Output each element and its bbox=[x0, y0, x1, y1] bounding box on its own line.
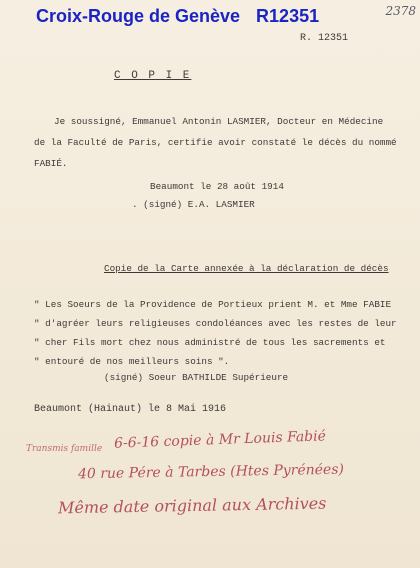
copy-title: C O P I E bbox=[114, 70, 192, 82]
certificate-line-1: Je soussigné, Emmanuel Antonin LASMIER, Docteur en Médecine bbox=[54, 116, 384, 127]
corner-number: 2378 bbox=[385, 4, 416, 18]
banner-reference: R12351 bbox=[256, 6, 320, 26]
quote-line-2: " d'agréer leurs religieuses condoléances avec les restes de leur bbox=[34, 318, 397, 329]
handwritten-line-1: 6-6-16 copie à Mr Louis Fabié bbox=[113, 428, 327, 452]
footer-place-date: Beaumont (Hainaut) le 8 Mai 1916 bbox=[34, 404, 227, 415]
certificate-line-2: de la Faculté de Paris, certifie avoir constaté le décès du nommé bbox=[34, 137, 397, 148]
certificate-line-3: FABIÉ. bbox=[34, 158, 68, 169]
quote-line-1: " Les Soeurs de la Providence de Portieux prient M. et Mme FABIE bbox=[34, 299, 392, 310]
transmission-stamp: Transmis famille bbox=[26, 444, 103, 454]
archive-banner bbox=[36, 3, 319, 29]
handwritten-line-3: Même date original aux Archives bbox=[57, 493, 327, 518]
doctor-signature: . (signé) E.A. LASMIER bbox=[132, 199, 255, 210]
quote-signature: (signé) Soeur BATHILDE Supérieure bbox=[104, 372, 289, 383]
annex-heading: Copie de la Carte annexée à la déclaration de décès bbox=[104, 263, 389, 274]
handwritten-line-2: 40 rue Pére à Tarbes (Htes Pyrénées) bbox=[77, 461, 345, 483]
quote-line-3: " cher Fils mort chez nous administré de tous les sacrements et bbox=[34, 337, 386, 348]
reference-number: R. 12351 bbox=[300, 33, 349, 44]
quote-line-4: " entouré de nos meilleurs soins ". bbox=[34, 356, 230, 367]
banner-organization: Croix-Rouge de Genève bbox=[36, 6, 241, 26]
place-date: Beaumont le 28 août 1914 bbox=[150, 181, 284, 192]
